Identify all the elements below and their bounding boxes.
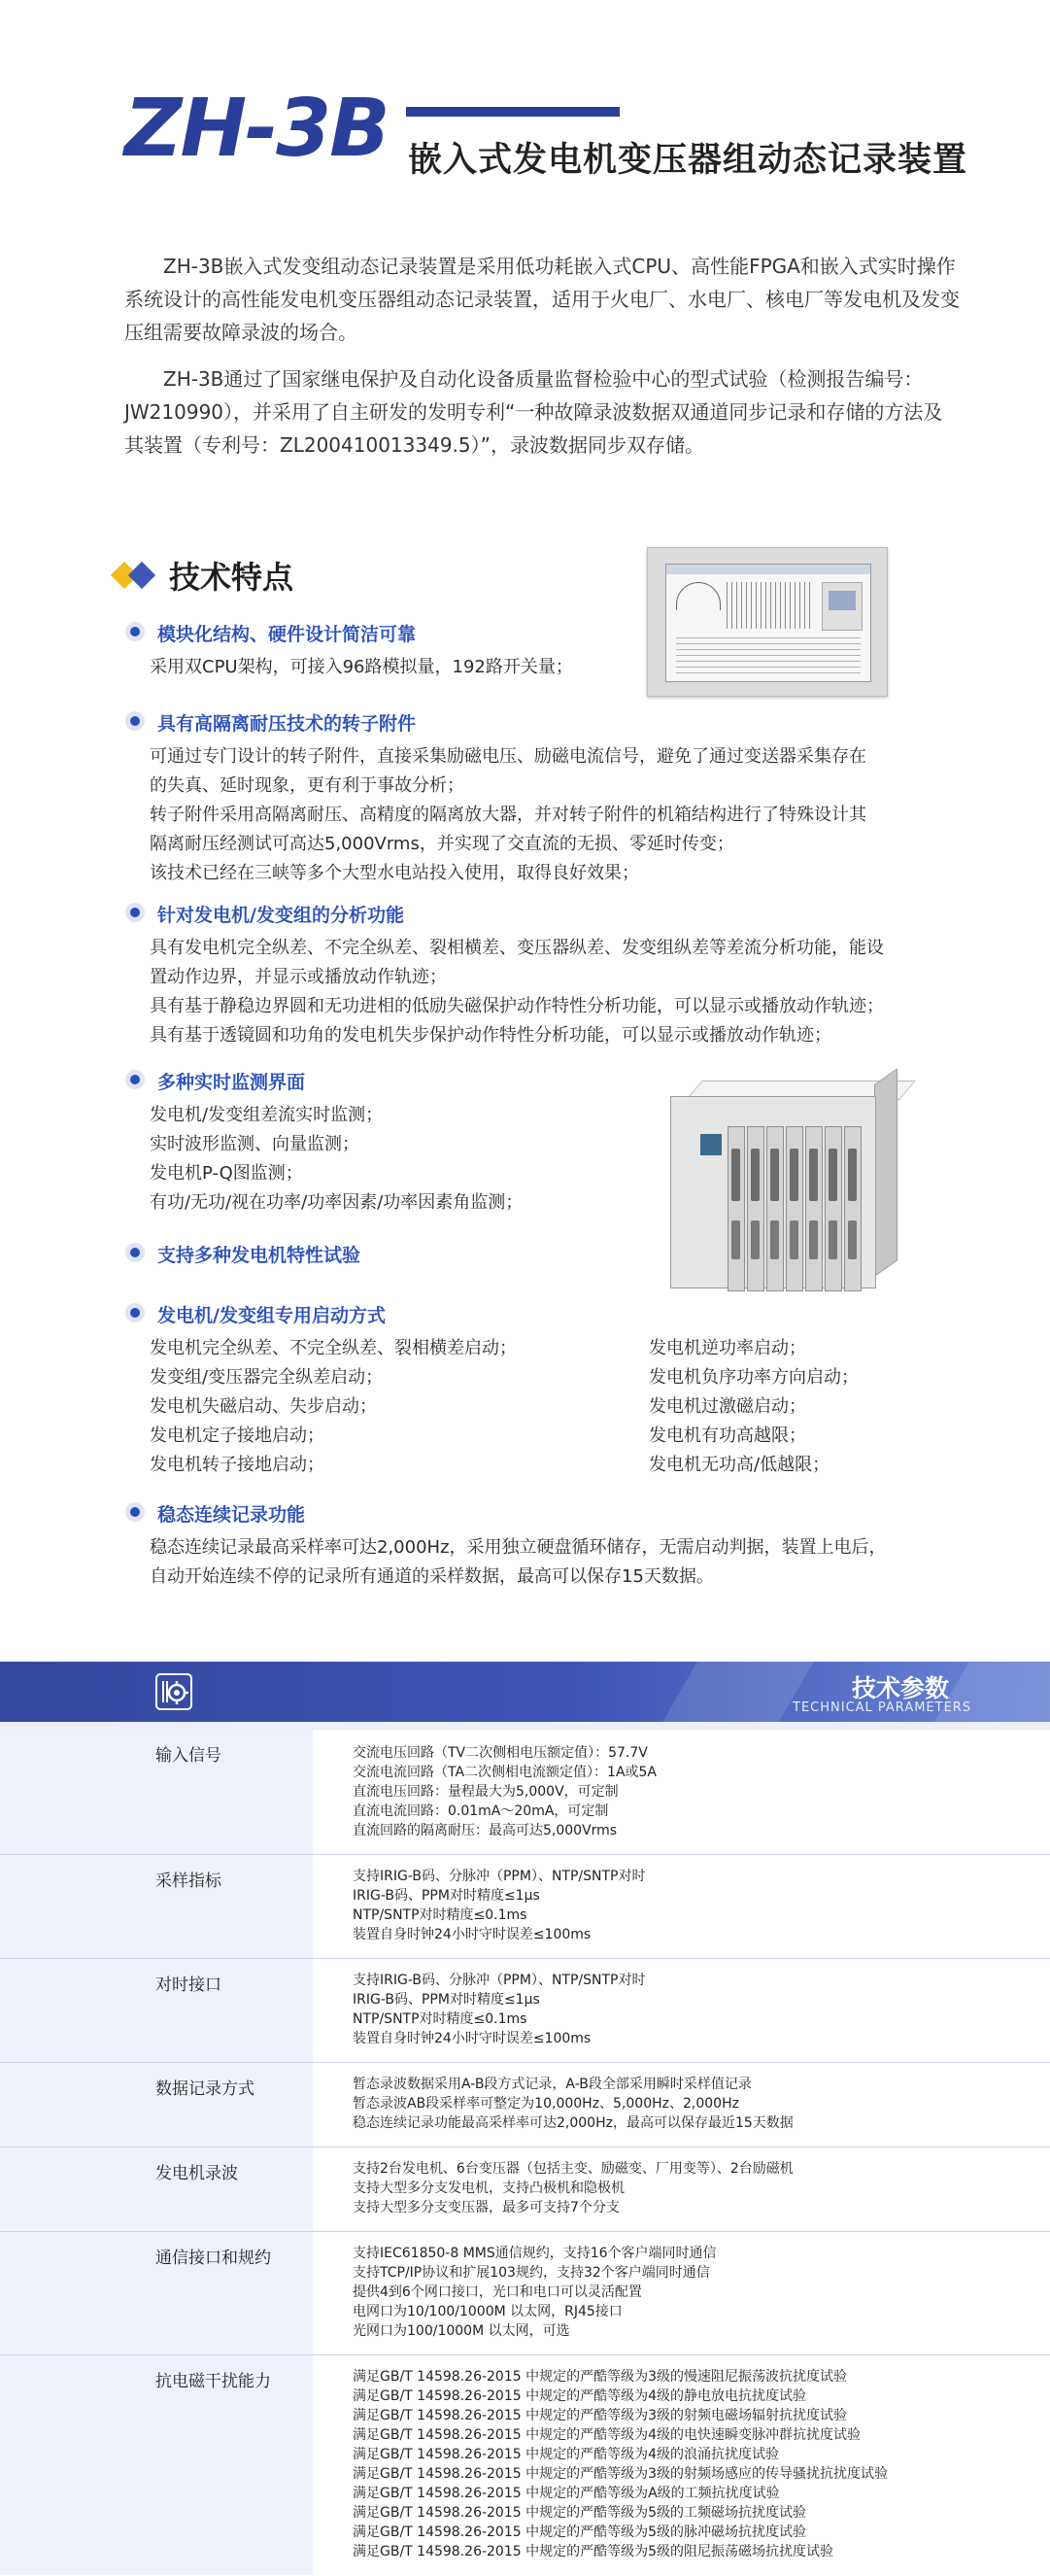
param-value: 满足GB/T 14598.26-2015 中规定的严酷等级为3级的射频场感应的传导骚扰抗扰度试验 bbox=[353, 2466, 889, 2482]
param-label: 数据记录方式 bbox=[155, 2079, 254, 2099]
param-value: 满足GB/T 14598.26-2015 中规定的严酷等级为A级的工频抗扰度试验 bbox=[353, 2486, 780, 2501]
feature-item bbox=[124, 899, 940, 1050]
param-value: 稳态连续记录功能最高采样率可达2,000Hz，最高可以保存最近15天数据 bbox=[353, 2115, 794, 2131]
param-value: 交流电流回路（TA二次侧相电流额定值）：1A或5A bbox=[353, 1765, 658, 1780]
table-row bbox=[0, 2232, 1050, 2355]
feature-line: 发电机负序功率方向启动； bbox=[649, 1367, 859, 1388]
feature-line: 发电机有功高越限； bbox=[649, 1425, 806, 1446]
bullet-icon bbox=[124, 621, 148, 644]
intro-text bbox=[124, 250, 960, 475]
param-value: 直流电压回路：量程最大为5,000V，可定制 bbox=[353, 1784, 619, 1800]
feature-line: 隔离耐压经测试可高达5,000Vrms，并实现了交直流的无损、零延时传变； bbox=[150, 834, 734, 854]
feature-title: 稳态连续记录功能 bbox=[157, 1503, 306, 1526]
param-label: 对时接口 bbox=[155, 1975, 221, 1995]
param-value: 满足GB/T 14598.26-2015 中规定的严酷等级为4级的电快速瞬变脉冲群抗扰度试验 bbox=[353, 2427, 862, 2443]
bullet-icon bbox=[124, 1242, 148, 1265]
param-value: 支持TCP/IP协议和扩展103规约，支持32个客户端同时通信 bbox=[353, 2265, 710, 2281]
feature-item bbox=[124, 707, 940, 888]
feature-line: 具有发电机完全纵差、不完全纵差、裂相横差、变压器纵差、发变组纵差等差流分析功能，能设 bbox=[150, 938, 884, 958]
param-value: 支持IEC61850-8 MMS通信规约，支持16个客户端同时通信 bbox=[353, 2246, 717, 2261]
feature-item bbox=[124, 618, 940, 682]
param-value: 满足GB/T 14598.26-2015 中规定的严酷等级为5级的阻尼振荡磁场抗扰度试验 bbox=[353, 2544, 834, 2559]
param-value: 满足GB/T 14598.26-2015 中规定的严酷等级为4级的静电放电抗扰度试验 bbox=[353, 2388, 807, 2404]
feature-line: 发电机失磁启动、失步启动； bbox=[150, 1396, 377, 1417]
feature-title: 具有高隔离耐压技术的转子附件 bbox=[157, 712, 417, 735]
bullet-icon bbox=[124, 710, 148, 734]
param-value: 装置自身时钟24小时守时误差≤100ms bbox=[353, 2031, 592, 2046]
bullet-icon bbox=[124, 1501, 148, 1525]
feature-line: 发电机完全纵差、不完全纵差、裂相横差启动； bbox=[150, 1338, 517, 1358]
param-value: 电网口为10/100/1000M 以太网，RJ45接口 bbox=[353, 2304, 623, 2319]
bullet-icon bbox=[124, 1302, 148, 1325]
param-value: 支持IRIG-B码、分脉冲（PPM）、NTP/SNTP对时 bbox=[353, 1869, 646, 1884]
param-value: 支持IRIG-B码、分脉冲（PPM）、NTP/SNTP对时 bbox=[353, 1973, 646, 1988]
feature-line: 有功/无功/视在功率/功率因素/功率因素角监测； bbox=[150, 1192, 524, 1213]
feature-line: 实时波形监测、向量监测； bbox=[150, 1134, 359, 1154]
bullet-icon bbox=[124, 902, 148, 925]
feature-item bbox=[124, 1066, 940, 1218]
param-label: 发电机录波 bbox=[155, 2164, 238, 2183]
param-value: IRIG-B码、PPM对时精度≤1μs bbox=[353, 1888, 540, 1904]
param-value: 满足GB/T 14598.26-2015 中规定的严酷等级为5级的脉冲磁场抗扰度试验 bbox=[353, 2524, 807, 2540]
feature-line: 具有基于透镜圆和功角的发电机失步保护动作特性分析功能，可以显示或播放动作轨迹； bbox=[150, 1025, 831, 1046]
intro-paragraph: ZH-3B通过了国家继电保护及自动化设备质量监督检验中心的型式试验（检测报告编号：JW210990），并采用了自主研发的发明专利“一种故障录波数据双通道同步记录和存储的方法及其装置（专利号：ZL200410013349.5）”，录波数据同步双存储。 bbox=[124, 367, 943, 457]
param-value: 交流电压回路（TV二次侧相电压额定值）：57.7V bbox=[353, 1745, 648, 1761]
title-stripe bbox=[406, 107, 620, 117]
features-title: 技术特点 bbox=[169, 559, 294, 596]
feature-item bbox=[124, 1299, 940, 1480]
feature-title: 支持多种发电机特性试验 bbox=[157, 1244, 361, 1266]
feature-line: 转子附件采用高隔离耐压、高精度的隔离放大器，并对转子附件的机箱结构进行了特殊设计其 bbox=[150, 805, 866, 825]
params-header bbox=[0, 1662, 1050, 1722]
hero-header bbox=[0, 0, 1050, 253]
param-value: 装置自身时钟24小时守时误差≤100ms bbox=[353, 1927, 592, 1942]
feature-line: 发电机定子接地启动； bbox=[150, 1425, 324, 1446]
feature-line: 的失真、延时现象，更有利于事故分析； bbox=[150, 775, 464, 796]
param-value: 提供4到6个网口接口，光口和电口可以灵活配置 bbox=[353, 2284, 642, 2300]
feature-title: 针对发电机/发变组的分析功能 bbox=[157, 904, 404, 926]
feature-line: 具有基于静稳边界圆和无功进相的低励失磁保护动作特性分析功能，可以显示或播放动作轨迹； bbox=[150, 996, 884, 1016]
feature-line: 采用双CPU架构，可接入96路模拟量，192路开关量； bbox=[150, 657, 573, 677]
feature-title: 发电机/发变组专用启动方式 bbox=[157, 1304, 386, 1326]
param-value: NTP/SNTP对时精度≤0.1ms bbox=[353, 2011, 527, 2027]
param-value: NTP/SNTP对时精度≤0.1ms bbox=[353, 1907, 527, 1923]
feature-line: 该技术已经在三峡等多个大型水电站投入使用，取得良好效果； bbox=[150, 863, 639, 883]
table-row bbox=[0, 2147, 1050, 2232]
feature-title: 模块化结构、硬件设计简洁可靠 bbox=[157, 623, 417, 645]
band-shadow bbox=[0, 1722, 1050, 1730]
feature-line: 自动开始连续不停的记录所有通道的采样数据，最高可以保存15天数据。 bbox=[150, 1566, 714, 1587]
param-label: 输入信号 bbox=[155, 1746, 221, 1766]
table-row bbox=[0, 1959, 1050, 2063]
param-value: 暂态录波AB段采样率可整定为10,000Hz、5,000Hz、2,000Hz bbox=[353, 2096, 739, 2112]
table-row bbox=[0, 1730, 1050, 1855]
feature-line: 发电机无功高/低越限； bbox=[649, 1455, 830, 1475]
param-label: 抗电磁干扰能力 bbox=[155, 2372, 271, 2391]
param-value: 支持2台发电机、6台变压器（包括主变、励磁变、厂用变等）、2台励磁机 bbox=[353, 2161, 794, 2177]
gear-icon bbox=[153, 1671, 194, 1712]
param-value: 支持大型多分支变压器，最多可支持7个分支 bbox=[353, 2200, 620, 2215]
param-value: 满足GB/T 14598.26-2015 中规定的严酷等级为3级的射频电磁场辐射抗扰度试验 bbox=[353, 2408, 848, 2423]
feature-line: 置动作边界，并显示或播放动作轨迹； bbox=[150, 967, 447, 987]
param-value: 支持大型多分支发电机，支持凸极机和隐极机 bbox=[353, 2181, 625, 2196]
features-heading bbox=[109, 556, 293, 595]
intro-paragraph: ZH-3B嵌入式发变组动态记录装置是采用低功耗嵌入式CPU、高性能FPGA和嵌入式实时操作系统设计的高性能发电机变压器组动态记录装置，适用于火电厂、水电厂、核电厂等发电机及发变压组需要故障录波的场合。 bbox=[124, 255, 960, 344]
feature-line: 稳态连续记录最高采样率可达2,000Hz，采用独立硬盘循环储存，无需启动判据，装置上电后， bbox=[150, 1537, 887, 1558]
feature-line: 发电机逆功率启动； bbox=[649, 1338, 806, 1358]
params-subtitle: TECHNICAL PARAMETERS bbox=[793, 1700, 972, 1715]
table-row bbox=[0, 1855, 1050, 1959]
feature-line: 发电机过激磁启动； bbox=[649, 1396, 806, 1417]
param-value: 满足GB/T 14598.26-2015 中规定的严酷等级为3级的慢速阻尼振荡波抗扰度试验 bbox=[353, 2369, 848, 2385]
param-value: 直流电流回路：0.01mA～20mA，可定制 bbox=[353, 1803, 609, 1819]
feature-title: 多种实时监测界面 bbox=[157, 1071, 306, 1093]
table-row bbox=[0, 2355, 1050, 2575]
feature-line: 发变组/变压器完全纵差启动； bbox=[150, 1367, 384, 1388]
param-value: 光网口为100/1000M 以太网，可选 bbox=[353, 2323, 570, 2339]
feature-line: 可通过专门设计的转子附件，直接采集励磁电压、励磁电流信号，避免了通过变送器采集存在 bbox=[150, 746, 866, 767]
feature-line: 发电机转子接地启动； bbox=[150, 1455, 324, 1475]
param-value: 直流回路的隔离耐压：最高可达5,000Vrms bbox=[353, 1823, 618, 1838]
feature-line: 发电机/发变组差流实时监测； bbox=[150, 1105, 384, 1125]
param-value: 暂态录波数据采用A-B段方式记录，A-B段全部采用瞬时采样值记录 bbox=[353, 2077, 752, 2092]
params-title: 技术参数 bbox=[852, 1674, 950, 1702]
param-value: 满足GB/T 14598.26-2015 中规定的严酷等级为4级的浪涌抗扰度试验 bbox=[353, 2447, 780, 2462]
feature-line: 发电机P-Q图监测； bbox=[150, 1163, 303, 1184]
param-label: 采样指标 bbox=[155, 1872, 221, 1891]
param-value: IRIG-B码、PPM对时精度≤1μs bbox=[353, 1992, 540, 2008]
product-model: ZH-3B bbox=[124, 83, 389, 175]
param-value: 满足GB/T 14598.26-2015 中规定的严酷等级为5级的工频磁场抗扰度试验 bbox=[353, 2505, 807, 2521]
params-table bbox=[0, 1730, 1050, 2575]
feature-item bbox=[124, 1239, 940, 1268]
bullet-icon bbox=[124, 1069, 148, 1092]
param-label: 通信接口和规约 bbox=[155, 2249, 271, 2268]
table-row bbox=[0, 2063, 1050, 2147]
feature-item bbox=[124, 1498, 940, 1592]
page-title: 嵌入式发电机变压器组动态记录装置 bbox=[408, 141, 968, 180]
diamond-icon bbox=[109, 556, 161, 595]
